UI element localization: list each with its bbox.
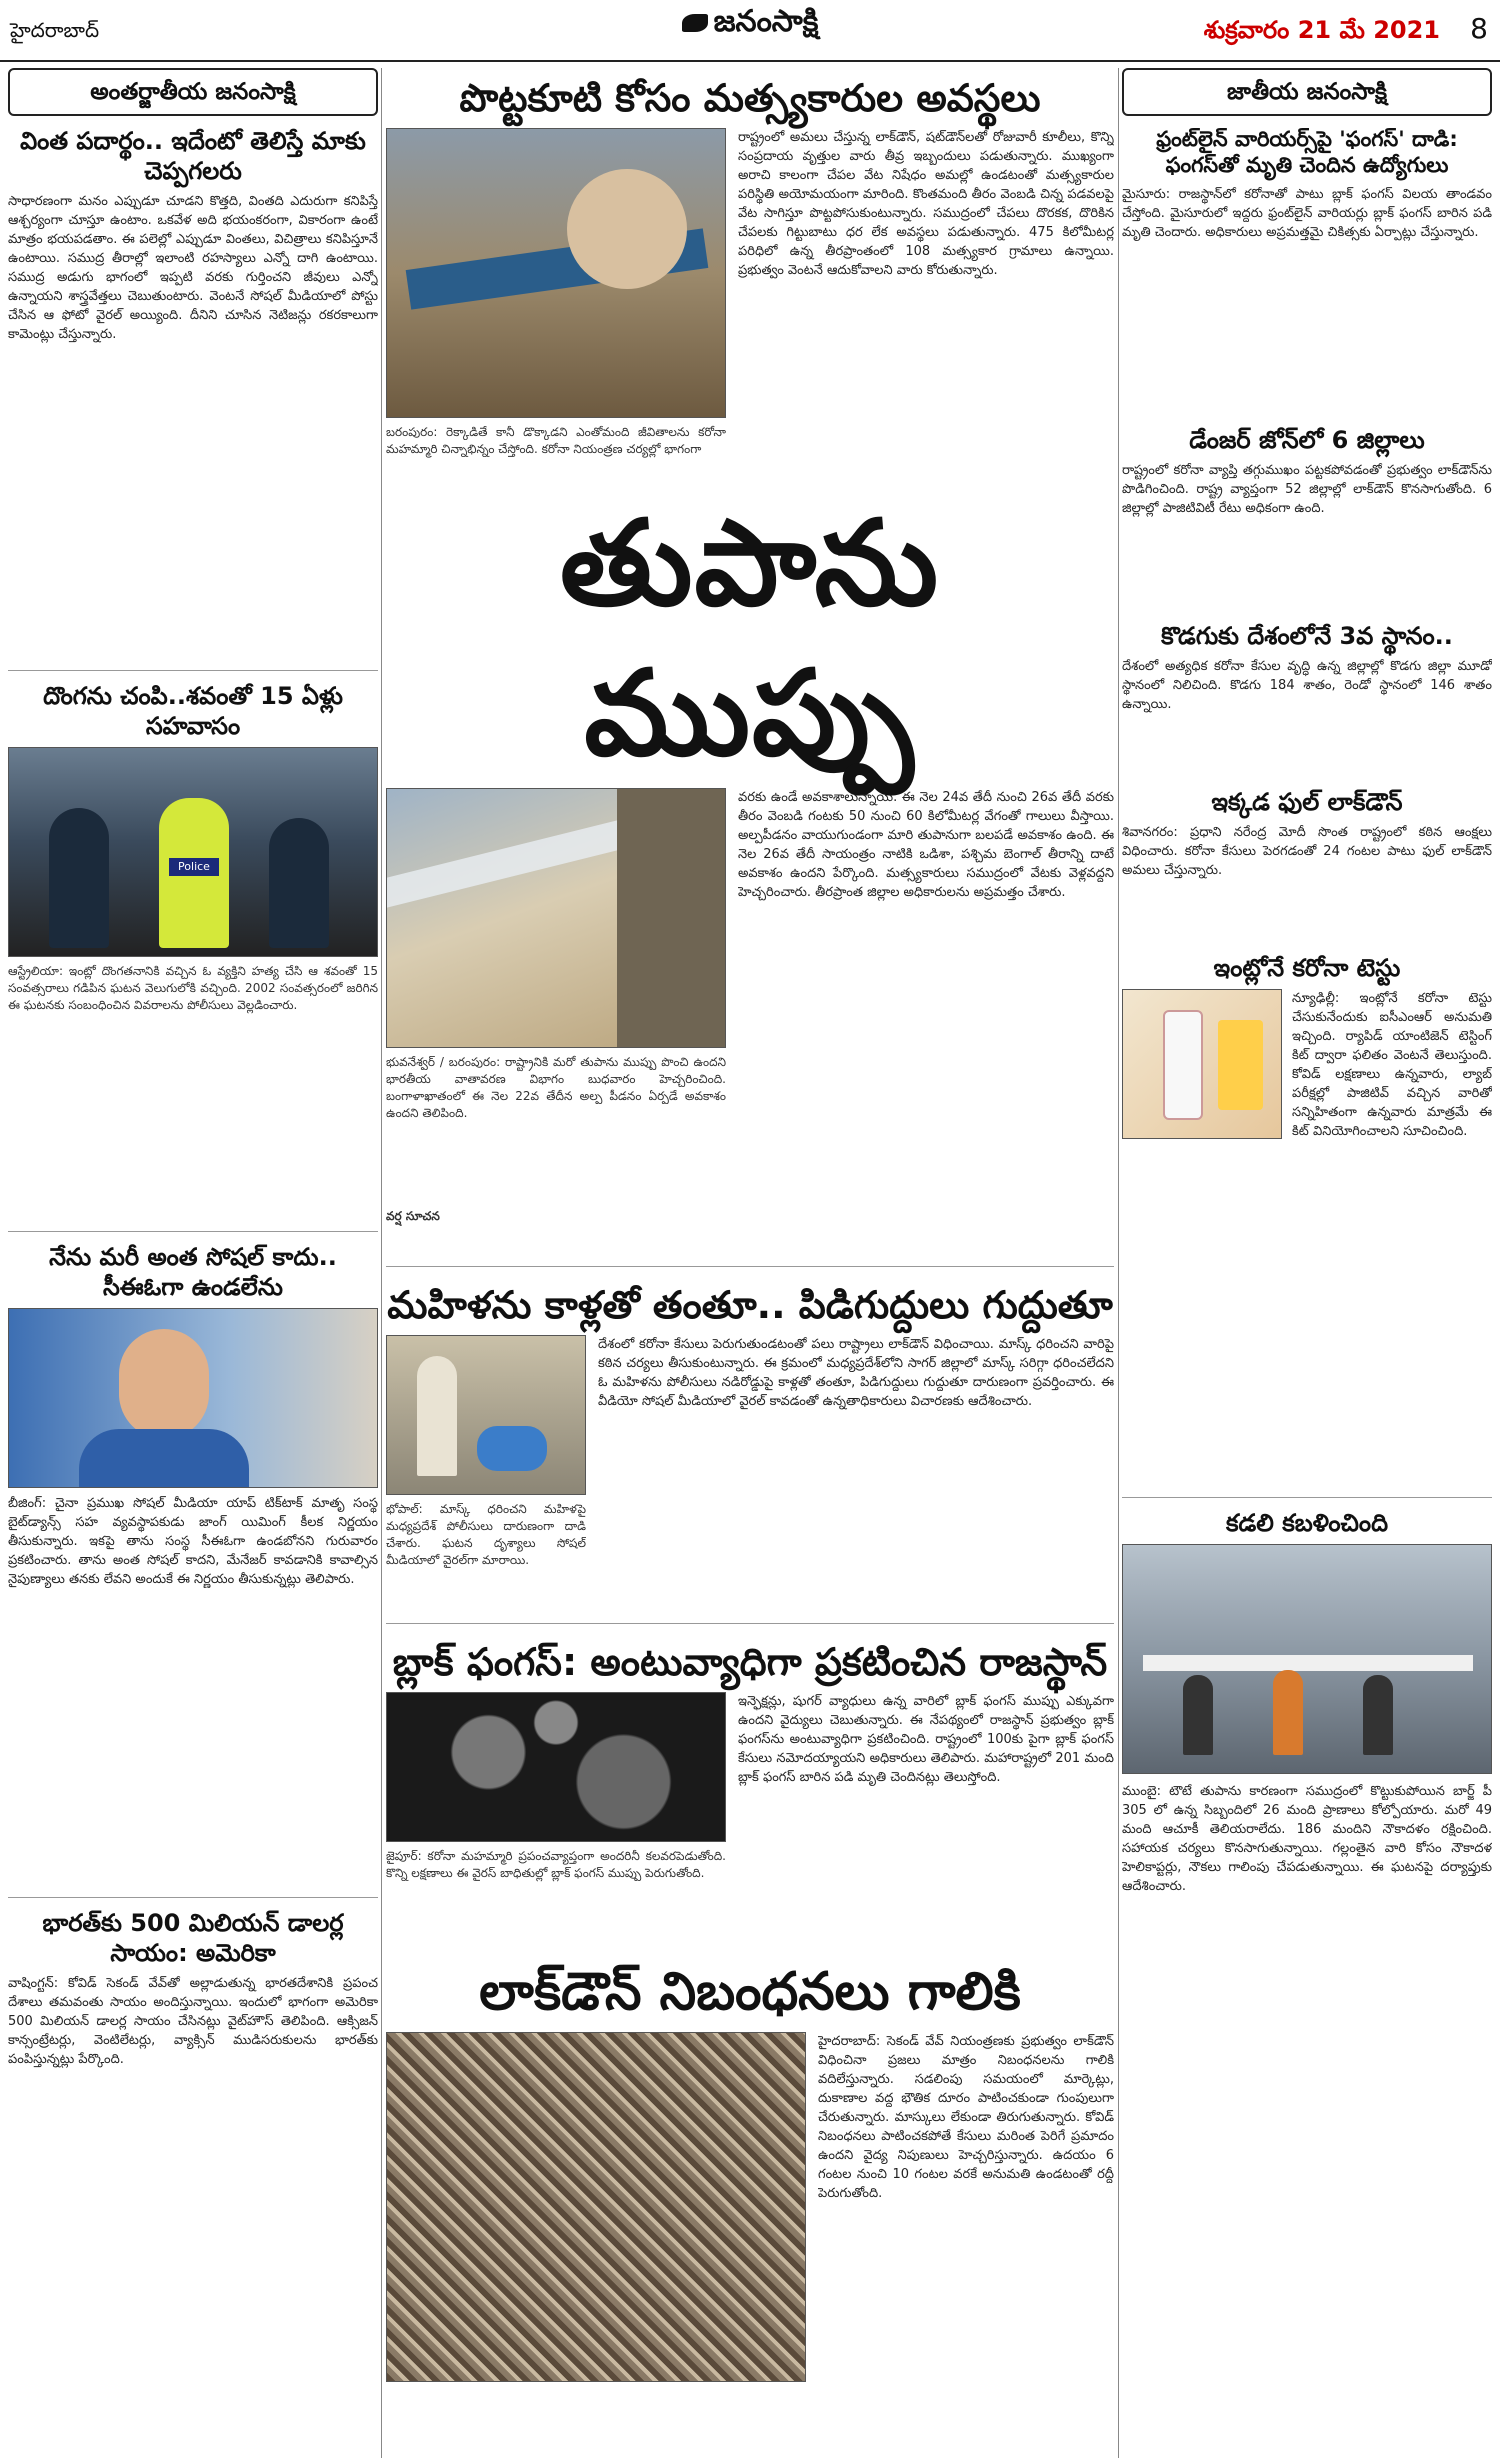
virus-photo — [386, 1692, 726, 1842]
story-headline: కడలి కబళించింది — [1225, 1508, 1389, 1537]
fishermen-photo — [386, 128, 726, 418]
story-headline-cyclone: తుపాను ముప్పు — [559, 494, 941, 782]
story-headline: మహిళను కాళ్లతో తంతూ.. పిడిగుద్దులు గుద్దుతూ — [387, 1283, 1113, 1327]
rescue-photo — [1122, 1544, 1492, 1774]
story-body: దేశంలో కరోనా కేసులు పెరుగుతుండటంతో పలు రాష్ట్రాలు లాక్‌డౌన్ విధించాయి. మాస్క్ ధరించని వారిపై కఠిన చర్యలు తీసుకుంటున్నారు. ఈ క్రమంలో మధ్యప్రదేశ్‌లోని సాగర్ జిల్లాలో మాస్క్ సరిగ్గా ధరించలేదని ఓ మహిళను పోలీసులు నడిరోడ్డుపై కాళ్లతో తంతూ, పిడిగుద్దులు గుద్దుతూ దారుణంగా ప్రవర్తించారు. ఈ వీడియో సోషల్ మీడియాలో వైరల్ కావడంతో ఉన్నతాధికారులు విచారణకు ఆదేశించారు. — [598, 1337, 1114, 1409]
story-body: న్యూఢిల్లీ: ఇంట్లోనే కరోనా టెస్టు చేసుకునేందుకు ఐసీఎంఆర్ అనుమతి ఇచ్చింది. ర్యాపిడ్ యాంటిజెన్ టెస్టింగ్ కిట్ ద్వారా ఫలితం వెంటనే తెలుస్తుంది. కోవిడ్ లక్షణాలు ఉన్నవారు, ల్యాబ్ పరీక్షల్లో పాజిటివ్ వచ్చిన వారితో సన్నిహితంగా ఉన్నవారు మాత్రమే ఈ కిట్ వినియోగించాలని సూచించింది. — [1292, 990, 1492, 1139]
story-headline: కొడగుకు దేశంలోనే 3వ స్థానం.. — [1161, 621, 1453, 650]
photo-caption: భువనేశ్వర్ / బరంపురం: రాష్ట్రానికి మరో తుపాను ముప్పు పొంచి ఉందని భారతీయ వాతావరణ విభాగం బుధవారం హెచ్చరించింది. బంగాళాఖాతంలో ఈ నెల 22వ తేదీన అల్ప పీడనం ఏర్పడే అవకాశం ఉందని తెలిపింది. — [386, 1055, 726, 1120]
section-tab-national: జాతీయ జనంసాక్షి — [1122, 68, 1492, 116]
byline: వర్ష సూచన — [386, 1209, 440, 1223]
story-body: వాషింగ్టన్: కోవిడ్ సెకండ్ వేవ్‌తో అల్లాడుతున్న భారతదేశానికి ప్రపంచ దేశాలు తమవంతు సాయం అందిస్తున్నాయి. ఇందులో భాగంగా అమెరికా 500 మిలియన్ డాలర్ల సాయం చేసినట్లు వైట్‌హౌస్ తెలిపింది. ఆక్సిజన్ కాన్సంట్రేటర్లు, వెంటిలేటర్లు, వ్యాక్సిన్ ముడిసరుకులను భారత్‌కు పంపిస్తున్నట్లు పేర్కొంది. — [8, 1976, 378, 2067]
story-body: బీజింగ్: చైనా ప్రముఖ సోషల్ మీడియా యాప్ టిక్‌టాక్ మాతృ సంస్థ బైట్‌డ్యాన్స్ సహ వ్యవస్థాపకుడు జాంగ్ యిమింగ్ కీలక నిర్ణయం తీసుకున్నారు. ఇకపై తాను సంస్థ సీఈఓగా ఉండబోనని గురువారం ప్రకటించారు. తాను అంత సోషల్ కాదని, మేనేజర్ కావడానికి కావాల్సిన నైపుణ్యాలు తనకు లేవని అందుకే ఈ నిర్ణయం తీసుకున్నట్లు తెలిపారు. — [8, 1496, 378, 1587]
story-headline: ఇక్కడ ఫుల్ లాక్‌డౌన్ — [1211, 787, 1403, 816]
main-column — [386, 68, 1114, 2458]
national-column — [1122, 68, 1492, 2458]
logo-text: జనంసాక్షి — [713, 4, 819, 39]
newspaper-logo — [640, 4, 860, 58]
story-body: రాష్ట్రంలో అమలు చేస్తున్న లాక్‌డౌన్, షట్‌డౌన్‌లతో రోజువారీ కూలీలు, కొన్ని సంప్రదాయ వృత్తుల వారు తీవ్ర ఇబ్బందులు పడుతున్నారు. ముఖ్యంగా అరాచి కాలంగా చేపల వేట నిషేధం అమల్లో ఉండటంతో మత్స్యకారుల పరిస్థితి అయోమయంగా మారింది. కొంతమంది తీరం వెంబడి చిన్న పడవలపై వేట సాగిస్తూ పొట్టపోసుకుంటున్నారు. సముద్రంలో చేపలు దొరకక, దొరికిన చేపలకు గిట్టుబాటు ధర లేక అవస్థలు పడుతున్నారు. 475 కిలోమీటర్ల పరిధిలో ఉన్న తీరప్రాంతంలో 108 మత్స్యకార గ్రామాలు ఉన్నాయి. ప్రభుత్వం వెంటనే ఆదుకోవాలని వారు కోరుతున్నారు. — [738, 130, 1114, 278]
divider — [8, 670, 378, 671]
story-headline: లాక్‌డౌన్ నిబంధనలు గాలికి — [479, 1962, 1021, 2022]
ceo-photo — [8, 1308, 378, 1488]
beach-photo — [386, 788, 726, 1048]
divider — [8, 1897, 378, 1898]
page-number: 8 — [1470, 12, 1488, 45]
story-body: ముంబై: టౌటే తుపాను కారణంగా సముద్రంలో కొట్టుకుపోయిన బార్జ్ పీ 305 లో ఉన్న సిబ్బందిలో 26 మంది ప్రాణాలు కోల్పోయారు. మరో 49 మంది ఆచూకీ తెలియరాలేదు. 186 మందిని నౌకాదళం రక్షించింది. సహాయక చర్యలు కొనసాగుతున్నాయి. గల్లంతైన వారి కోసం నౌకాదళ హెలికాప్టర్లు, నౌకలు గాలింపు చేపడుతున్నాయి. ఈ ఘటనపై దర్యాప్తుకు ఆదేశించారు. — [1122, 1783, 1492, 1894]
section-tab-international: అంతర్జాతీయ జనంసాక్షి — [8, 68, 378, 116]
story-headline: బ్లాక్ ఫంగస్: అంటువ్యాధిగా ప్రకటించిన రాజస్థాన్ — [392, 1640, 1108, 1684]
story-body: రాష్ట్రంలో కరోనా వ్యాప్తి తగ్గుముఖం పట్టకపోవడంతో ప్రభుత్వం లాక్‌డౌన్‌ను పొడిగించింది. రాష్ట్ర వ్యాప్తంగా 52 జిల్లాల్లో లాక్‌డౌన్ కొనసాగుతోంది. 6 జిల్లాల్లో పాజిటివిటీ రేటు అధికంగా ఉంది. — [1122, 462, 1492, 516]
story-headline: డేంజర్ జోన్‌లో 6 జిల్లాలు — [1189, 425, 1425, 454]
column-divider — [381, 68, 382, 2458]
story-body: మైసూరు: రాజస్థాన్‌లో కరోనాతో పాటు బ్లాక్ ఫంగస్ విలయ తాండవం చేస్తోంది. మైసూరులో ఇద్దరు ఫ్రంట్‌లైన్ వారియర్లు బ్లాక్ ఫంగస్ బారిన పడి మృతి చెందారు. అధికారులు అప్రమత్తమై చికిత్సకు ఏర్పాట్లు చేస్తున్నారు. — [1122, 186, 1492, 240]
photo-caption: బరంపురం: రెక్కాడితే కానీ డొక్కాడని ఎంతోమంది జీవితాలను కరోనా మహమ్మారి చిన్నాభిన్నం చేస్తోంది. కరోనా నియంత్రణ చర్యల్లో భాగంగా — [386, 425, 726, 456]
issue-date: శుక్రవారం 21 మే 2021 — [1203, 16, 1440, 44]
masthead — [0, 0, 1500, 62]
international-column — [8, 68, 378, 2458]
story-body: ఇన్ఫెక్షన్లు, షుగర్ వ్యాధులు ఉన్న వారిలో బ్లాక్ ఫంగస్ ముప్పు ఎక్కువగా ఉందని వైద్యులు చెబుతున్నారు. ఈ నేపథ్యంలో రాజస్థాన్ ప్రభుత్వం బ్లాక్ ఫంగస్‌ను అంటువ్యాధిగా ప్రకటించింది. రాష్ట్రంలో 100కు పైగా బ్లాక్ ఫంగస్ కేసులు నమోదయ్యాయని అధికారులు తెలిపారు. మహారాష్ట్రలో 201 మంది బ్లాక్ ఫంగస్ బారిన పడి మృతి చెందినట్లు తెలుస్తోంది. — [738, 1694, 1114, 1785]
column-divider — [1118, 68, 1119, 2458]
story-headline: నేను మరీ అంత సోషల్ కాదు.. సీఈఓగా ఉండలేను — [49, 1243, 337, 1301]
police-vest-label: Police — [169, 858, 219, 876]
divider — [8, 1231, 378, 1232]
photo-caption: ఆస్ట్రేలియా: ఇంట్లో దొంగతనానికి వచ్చిన ఓ వ్యక్తిని హత్య చేసి ఆ శవంతో 15 సంవత్సరాలు గడిపిన ఘటన వెలుగులోకి వచ్చింది. 2002 సంవత్సరంలో జరిగిన ఈ ఘటనకు సంబంధించిన వివరాలను పోలీసులు వెల్లడించారు. — [8, 964, 378, 1012]
story-headline: ఫ్రంట్‌లైన్ వారియర్స్‌పై 'ఫంగస్' దాడి: ఫంగస్‌తో మృతి చెందిన ఉద్యోగులు — [1156, 127, 1458, 178]
story-headline: భారత్‌కు 500 మిలియన్ డాలర్ల సాయం: అమెరికా — [42, 1909, 344, 1967]
story-body: దేశంలో అత్యధిక కరోనా కేసుల వృద్ధి ఉన్న జిల్లాల్లో కొడగు జిల్లా మూడో స్థానంలో నిలిచింది. కొడగు 184 శాతం, రెండో స్థానంలో 146 శాతం ఉన్నాయి. — [1122, 658, 1492, 712]
story-headline: వింత పదార్థం.. ఇదేంటో తెలిస్తే మాకు చెప్పగలరు — [20, 127, 366, 185]
story-body: సాధారణంగా మనం ఎప్పుడూ చూడని కొత్తది, వింతది ఎదురుగా కనిపిస్తే ఆశ్చర్యంగా చూస్తూ ఉంటాం. ఒకవేళ అది భయంకరంగా, వికారంగా ఉంటే మాత్రం భయపడతాం. ఈ పలెల్లో ఎప్పుడూ వింతలు, విచిత్రాలు కనిపిస్తూనే ఉంటాయి. సముద్ర తీరాల్లో ఇలాంటి రహస్యాలు ఎన్నో దాగి ఉంటాయి. సముద్ర అడుగు భాగంలో ఇప్పటి వరకు గుర్తించని జీవులు ఎన్నో ఉన్నాయని శాస్త్రవేత్తలు చెబుతుంటారు. వెంటనే సోషల్ మీడియాలో పోస్టు చేసిన ఆ ఫోటో వైరల్ అయ్యింది. దీనిని చూసిన నెటిజన్లు రకరకాలుగా కామెంట్లు చేస్తున్నారు. — [8, 194, 378, 342]
photo-caption: భోపాల్: మాస్క్ ధరించని మహిళపై మధ్యప్రదేశ్ పోలీసులు దారుణంగా దాడి చేశారు. ఘటన దృశ్యాలు సోషల్ మీడియాలో వైరల్‌గా మారాయి. — [386, 1502, 586, 1567]
police-assault-photo — [386, 1335, 586, 1495]
story-headline: ఇంట్లోనే కరోనా టెస్టు — [1213, 953, 1401, 982]
story-body: శివానగరం: ప్రధాని నరేంద్ర మోదీ సొంత రాష్ట్రంలో కఠిన ఆంక్షలు విధించారు. కరోనా కేసులు పెరగడంతో 24 గంటల పాటు ఫుల్ లాక్‌డౌన్ అమలు చేస్తున్నారు. — [1122, 824, 1492, 878]
divider — [386, 1266, 1114, 1267]
story-body: హైదరాబాద్: సెకండ్ వేవ్ నియంత్రణకు ప్రభుత్వం లాక్‌డౌన్ విధించినా ప్రజలు మాత్రం నిబంధనలను గాలికి వదిలేస్తున్నారు. సడలింపు సమయంలో మార్కెట్లు, దుకాణాల వద్ద భౌతిక దూరం పాటించకుండా గుంపులుగా చేరుతున్నారు. మాస్కులు లేకుండా తిరుగుతున్నారు. కోవిడ్ నిబంధనలు పాటించకపోతే కేసులు మరింత పెరిగే ప్రమాదం ఉందని వైద్య నిపుణులు హెచ్చరిస్తున్నారు. ఉదయం 6 గంటల నుంచి 10 గంటల వరకే అనుమతి ఉండటంతో రద్దీ పెరుగుతోంది. — [818, 2034, 1114, 2201]
story-headline: పొట్టకూటి కోసం మత్స్యకారుల అవస్థలు — [459, 76, 1041, 120]
photo-caption: జైపూర్: కరోనా మహమ్మారి ప్రపంచవ్యాప్తంగా అందరినీ కలవరపెడుతోంది. కొన్ని లక్షణాలు ఈ వైరస్ బాధితుల్లో బ్లాక్ ఫంగస్ ముప్పు పెరుగుతోంది. — [386, 1849, 726, 1880]
city-label: హైదరాబాద్ — [10, 18, 100, 42]
divider — [1122, 1497, 1492, 1498]
crowd-photo — [386, 2032, 806, 2382]
police-photo — [8, 747, 378, 957]
story-body: వరకు ఉండే అవకాశాలున్నాయి. ఈ నెల 24వ తేదీ నుంచి 26వ తేదీ వరకు తీరం వెంబడి గంటకు 50 నుంచి 60 కిలోమీటర్ల వేగంతో గాలులు వీస్తాయి. అల్పపీడనం వాయుగుండంగా మారి తుపానుగా బలపడే అవకాశం ఉంది. ఈ నెల 26వ తేదీ సాయంత్రం నాటికి ఒడిశా, పశ్చిమ బెంగాల్ తీరాన్ని దాటే అవకాశం ఉందని పేర్కొంది. మత్స్యకారులు సముద్రంలో వేటకు వెళ్లవద్దని హెచ్చరించారు. తీరప్రాంత జిల్లాల అధికారులను అప్రమత్తం చేశారు. — [738, 790, 1114, 900]
story-headline: దొంగను చంపి..శవంతో 15 ఏళ్లు సహవాసం — [43, 682, 343, 740]
divider — [386, 1623, 1114, 1624]
logo-icon — [682, 14, 708, 32]
